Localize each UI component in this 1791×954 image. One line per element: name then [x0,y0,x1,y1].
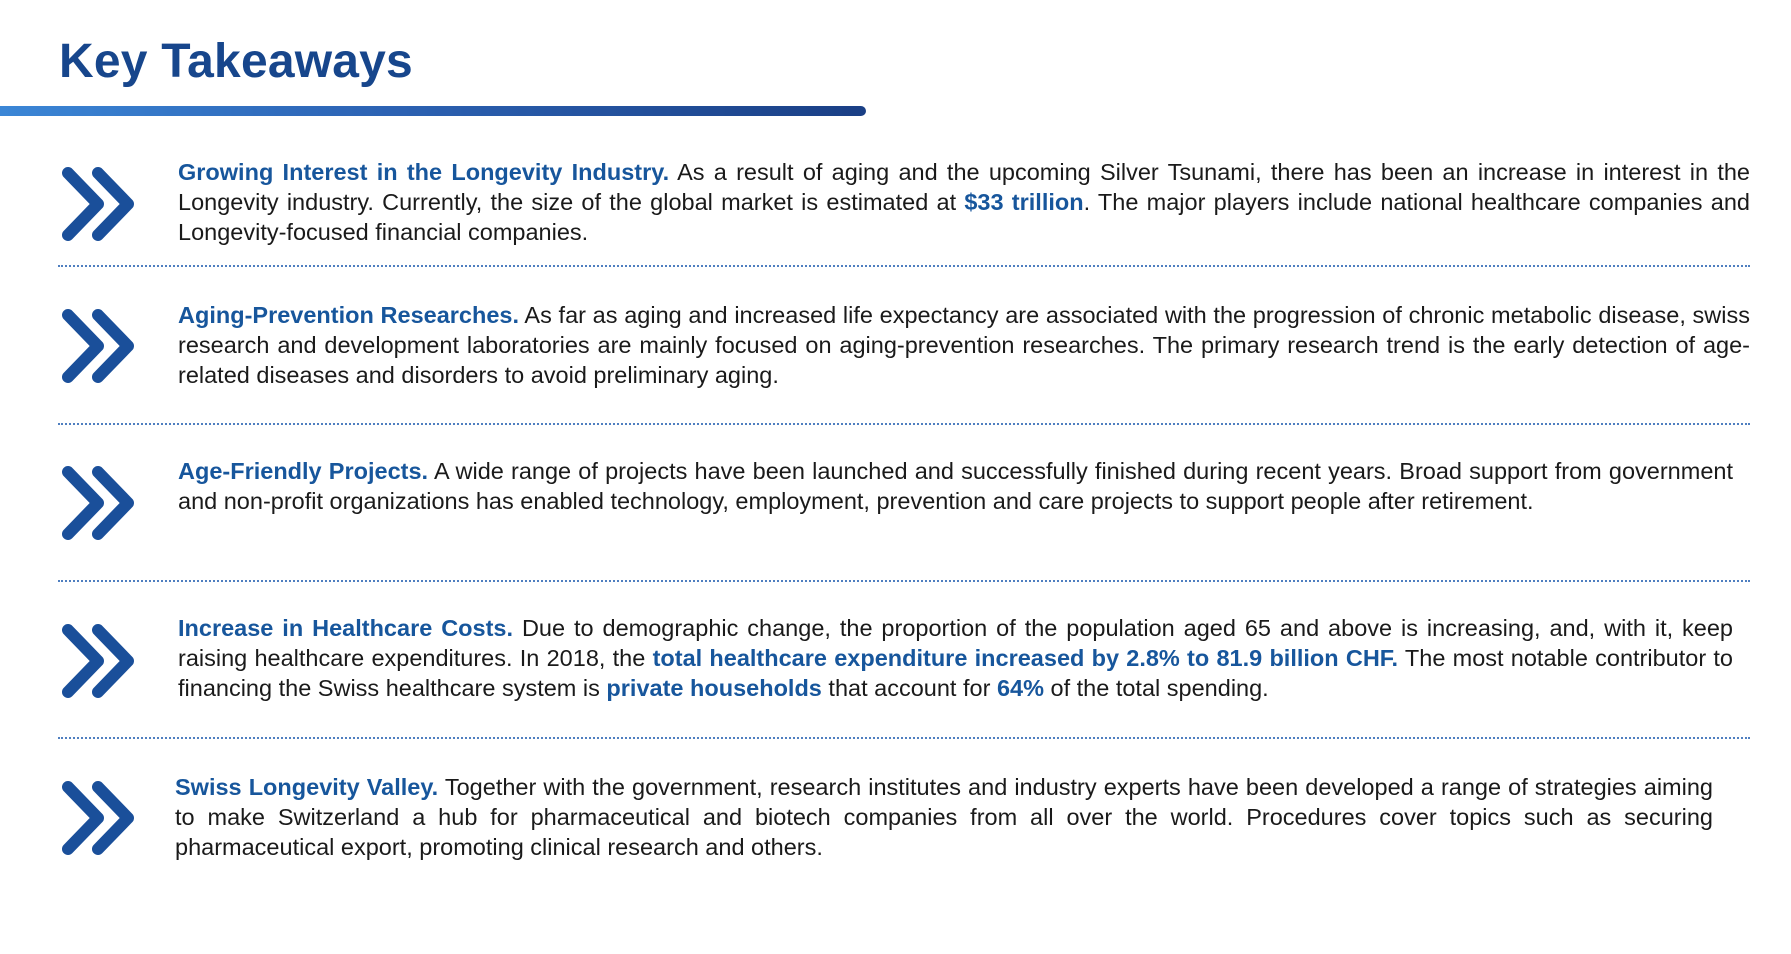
takeaway-text [178,456,1733,516]
percentage-highlight: 64% [996,675,1044,701]
double-chevron-right-icon [60,163,138,245]
double-chevron-right-icon [60,777,138,859]
takeaway-body: that account for [821,675,997,701]
section-divider [58,737,1750,739]
double-chevron-right-icon [60,620,138,702]
takeaway-heading: Age-Friendly Projects. [178,458,429,484]
section-divider [58,423,1750,425]
takeaway-text [178,157,1750,247]
private-households-highlight: private households [606,675,822,701]
double-chevron-right-icon [60,305,138,387]
takeaway-text [175,772,1713,862]
double-chevron-right-icon [60,462,138,544]
page-title: Key Takeaways [59,35,413,88]
expenditure-highlight: total healthcare expenditure increased by 2.8% to 81.9 billion CHF. [652,645,1399,671]
takeaway-text [178,613,1733,703]
section-divider [58,580,1750,582]
takeaway-body: Together with the government, research institutes and industry experts have been developed a range of strategies aiming to make Switzerland a hub for pharmaceutical and biotech companies from all over the world. Procedures cover topics such as securing pharmaceutical export, promoting clinical research and others. [175,774,1713,860]
takeaway-heading: Growing Interest in the Longevity Industry. [178,159,670,185]
takeaway-body: of the total spending. [1043,675,1269,701]
takeaway-body: Due to demographic change, the proportion of the population aged 65 and above is increasing, and, with it, keep raising healthcare expenditures. In 2018, the [178,615,1734,671]
takeaway-body: The most notable contributor to financing the Swiss healthcare system is [178,645,1733,701]
section-divider [58,265,1750,267]
title-underline-bar [0,106,866,116]
takeaway-text [178,300,1750,390]
takeaway-heading: Swiss Longevity Valley. [175,774,439,800]
takeaway-body: . The major players include national healthcare companies and Longevity-focused financial companies. [178,189,1750,245]
market-size-value: $33 trillion [964,189,1084,215]
takeaway-body: A wide range of projects have been launched and successfully finished during recent years. Broad support from government and non-profit organizations has enabled technology, employment, prevention and care projects to support people after retirement. [178,458,1733,514]
takeaway-heading: Aging-Prevention Researches. [178,302,520,328]
takeaway-body: As far as aging and increased life expectancy are associated with the progression of chronic metabolic disease, swiss research and development laboratories are mainly focused on aging-prevention researches. The primary research trend is the early detection of age-related diseases and disorders to avoid preliminary aging. [178,302,1750,388]
takeaway-body: As a result of aging and the upcoming Silver Tsunami, there has been an increase in interest in the Longevity industry. Currently, the size of the global market is estimated at [178,159,1751,215]
takeaway-heading: Increase in Healthcare Costs. [178,615,514,641]
